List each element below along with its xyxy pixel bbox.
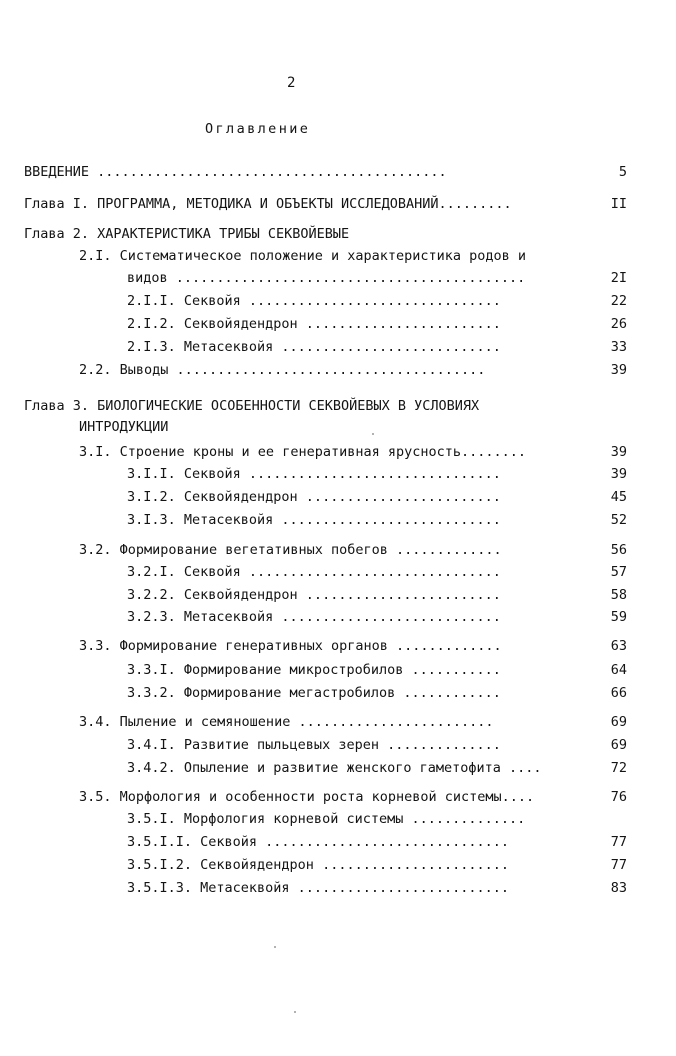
toc-entry-subsection: 3.4.2. Опыление и развитие женского гаметофита .... bbox=[127, 760, 542, 776]
toc-entry-chapter-2: Глава 2. ХАРАКТЕРИСТИКА ТРИБЫ СЕКВОЙЕВЫЕ bbox=[24, 226, 350, 242]
toc-page-number: 69 bbox=[610, 737, 627, 753]
toc-entry-subsection: 3.3.2. Формирование мегастробилов ............ bbox=[127, 685, 501, 701]
toc-page-number: 22 bbox=[610, 293, 627, 309]
scan-speck bbox=[274, 946, 276, 948]
toc-entry-chapter-3-continuation: ИНТРОДУКЦИИ bbox=[79, 419, 169, 435]
toc-page-number: 64 bbox=[610, 662, 627, 678]
toc-page-number: 56 bbox=[610, 542, 627, 558]
toc-page-number: 76 bbox=[610, 789, 627, 805]
toc-page-number: 77 bbox=[610, 857, 627, 873]
toc-entry-subsection: 3.5.I. Морфология корневой системы .............. bbox=[127, 811, 526, 827]
page-number: 2 bbox=[287, 75, 296, 91]
toc-page-number: 59 bbox=[610, 609, 627, 625]
toc-page-number: 52 bbox=[610, 512, 627, 528]
toc-page-number: 39 bbox=[610, 466, 627, 482]
toc-page-number: 33 bbox=[610, 339, 627, 355]
toc-entry-subsection: 2.I.3. Метасеквойя ........................... bbox=[127, 339, 501, 355]
toc-entry-subsection: 3.I.I. Секвойя ............................... bbox=[127, 466, 501, 482]
toc-entry-introduction: ВВЕДЕНИЕ ........................................... bbox=[24, 164, 447, 180]
toc-entry-subsubsection: 3.5.I.2. Секвойядендрон ....................... bbox=[127, 857, 510, 873]
toc-entry-subsection: 3.2.I. Секвойя ............................... bbox=[127, 564, 501, 580]
toc-entry-subsection: 3.2.2. Секвойядендрон ........................ bbox=[127, 587, 501, 603]
scan-speck bbox=[294, 1011, 296, 1013]
toc-page-number: 2I bbox=[610, 270, 627, 286]
toc-page-number: 83 bbox=[610, 880, 627, 896]
toc-entry-section: 3.4. Пыление и семяношение ........................ bbox=[79, 714, 494, 730]
toc-entry-section: 3.I. Строение кроны и ее генеративная ярусность........ bbox=[79, 444, 527, 460]
toc-entry-section: 3.3. Формирование генеративных органов ............. bbox=[79, 638, 502, 654]
toc-entry-section: 3.5. Морфология и особенности роста корневой системы.... bbox=[79, 789, 535, 805]
toc-page-number: 5 bbox=[618, 164, 627, 180]
toc-page-number: 69 bbox=[610, 714, 627, 730]
toc-page-number: 26 bbox=[610, 316, 627, 332]
toc-entry-subsection: 2.I.I. Секвойя ............................... bbox=[127, 293, 501, 309]
toc-page-number: 77 bbox=[610, 834, 627, 850]
toc-page-number: 57 bbox=[610, 564, 627, 580]
toc-entry-section: 3.2. Формирование вегетативных побегов ............. bbox=[79, 542, 502, 558]
toc-page-number: 39 bbox=[610, 362, 627, 378]
toc-page-number: 45 bbox=[610, 489, 627, 505]
toc-entry-chapter-3: Глава 3. БИОЛОГИЧЕСКИЕ ОСОБЕННОСТИ СЕКВОЙЕВЫХ В УСЛОВИЯХ bbox=[24, 398, 480, 414]
toc-page-number: 63 bbox=[610, 638, 627, 654]
toc-entry-subsection: 3.I.3. Метасеквойя ........................... bbox=[127, 512, 501, 528]
toc-entry-subsection: 2.I.2. Секвойядендрон ........................ bbox=[127, 316, 501, 332]
toc-entry-subsubsection: 3.5.I.I. Секвойя .............................. bbox=[127, 834, 510, 850]
toc-entry-section: 2.2. Выводы ...................................... bbox=[79, 362, 486, 378]
toc-entry-subsection: 3.2.3. Метасеквойя ........................... bbox=[127, 609, 501, 625]
toc-entry-subsubsection: 3.5.I.3. Метасеквойя .......................... bbox=[127, 880, 510, 896]
toc-entry-subsection: 3.3.I. Формирование микростробилов ........... bbox=[127, 662, 501, 678]
toc-entry-chapter-1: Глава I. ПРОГРАММА, МЕТОДИКА И ОБЪЕКТЫ ИССЛЕДОВАНИЙ......... bbox=[24, 196, 512, 212]
toc-page-number: II bbox=[610, 196, 627, 212]
scan-speck bbox=[372, 433, 374, 435]
toc-title: Оглавление bbox=[205, 121, 311, 137]
toc-page-number: 39 bbox=[610, 444, 627, 460]
toc-page-number: 66 bbox=[610, 685, 627, 701]
toc-entry-section: 2.I. Систематическое положение и характеристика родов и bbox=[79, 248, 527, 264]
toc-page-number: 58 bbox=[610, 587, 627, 603]
toc-entry-subsection: 3.I.2. Секвойядендрон ........................ bbox=[127, 489, 501, 505]
toc-entry-continuation: видов ........................................... bbox=[127, 270, 526, 286]
toc-entry-subsection: 3.4.I. Развитие пыльцевых зерен .............. bbox=[127, 737, 501, 753]
toc-page-number: 72 bbox=[610, 760, 627, 776]
